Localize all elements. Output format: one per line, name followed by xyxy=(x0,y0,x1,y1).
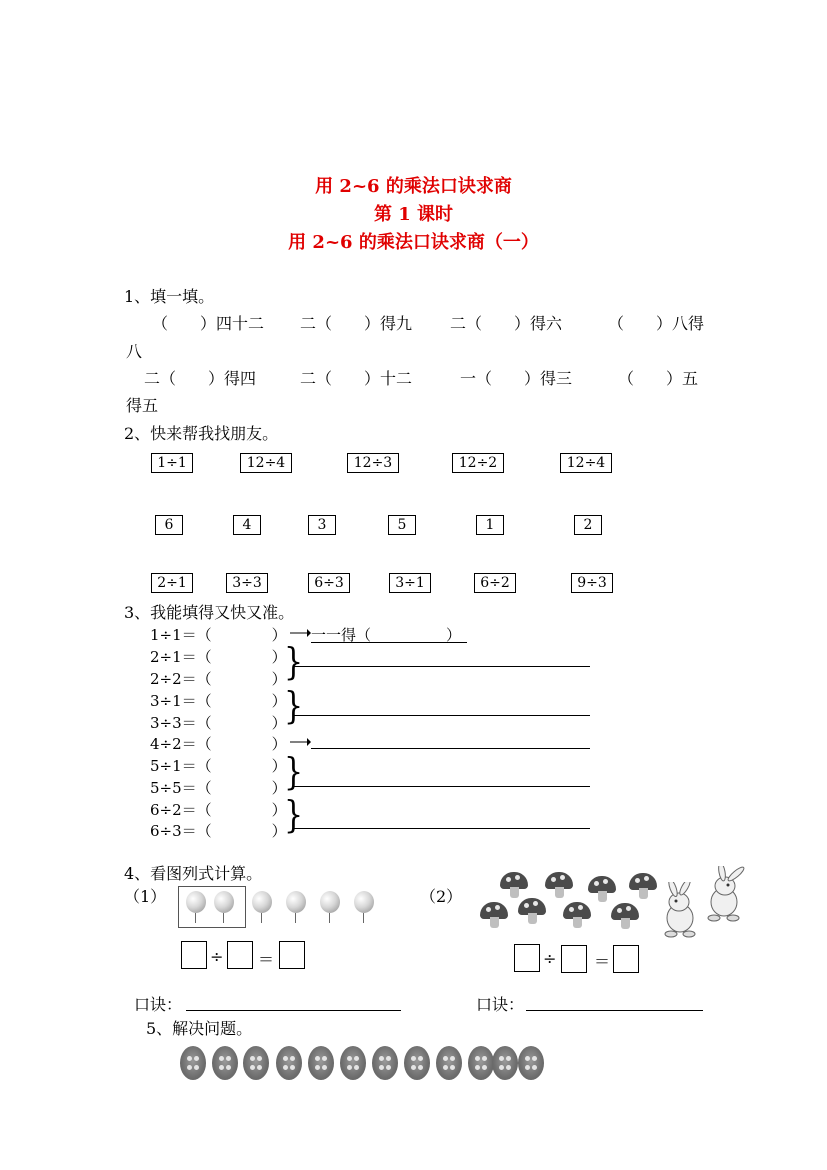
q1-blank-7: 一（ ）得三 xyxy=(460,369,573,388)
match-middle-card[interactable]: 1 xyxy=(476,515,504,535)
q1-blank-6: 二（ ）十二 xyxy=(300,369,413,388)
button-icon xyxy=(404,1046,430,1080)
button-icon xyxy=(492,1046,518,1080)
balloon-icon xyxy=(320,891,340,913)
match-middle-card[interactable]: 4 xyxy=(233,515,261,535)
q3-answer-line[interactable] xyxy=(311,748,590,749)
q3-equation[interactable]: 5÷1＝（ ） xyxy=(150,757,287,775)
page-title: 用 2~6 的乘法口诀求商 xyxy=(315,176,512,197)
quotient-box[interactable] xyxy=(613,945,639,973)
lesson-title: 用 2~6 的乘法口诀求商（一） xyxy=(288,232,539,253)
button-icon xyxy=(276,1046,302,1080)
match-bottom-card[interactable]: 6÷2 xyxy=(474,573,516,593)
q1-blank-8: （ ）五 xyxy=(618,369,699,388)
match-middle-card[interactable]: 5 xyxy=(388,515,416,535)
button-icon xyxy=(180,1046,206,1080)
lesson-subtitle: 第 1 课时 xyxy=(373,204,454,225)
koujue-label: 口诀： xyxy=(134,995,183,1014)
q4-heading: 4、看图列式计算。 xyxy=(124,864,263,883)
q1-blank-4: （ ）八得 xyxy=(608,314,705,333)
q3-equation[interactable]: 2÷1＝（ ） xyxy=(150,648,287,666)
q3-equation[interactable]: 3÷3＝（ ） xyxy=(150,714,287,732)
button-icon xyxy=(468,1046,494,1080)
divide-sign: ÷ xyxy=(210,947,224,966)
divisor-box[interactable] xyxy=(227,941,253,969)
match-bottom-card[interactable]: 3÷1 xyxy=(389,573,431,593)
q3-equation[interactable]: 3÷1＝（ ） xyxy=(150,692,287,710)
q3-answer-line[interactable] xyxy=(294,715,590,716)
q1-blank-5: 二（ ）得四 xyxy=(144,369,257,388)
balloon-icon xyxy=(252,891,272,913)
button-icon xyxy=(308,1046,334,1080)
match-bottom-card[interactable]: 2÷1 xyxy=(151,573,193,593)
q4-part1-label: （1） xyxy=(124,887,167,906)
q3-koujue-line[interactable]: 一一得（ ） xyxy=(311,626,462,644)
q3-equation[interactable]: 6÷3＝（ ） xyxy=(150,822,287,840)
balloon-icon xyxy=(186,891,206,913)
equals-sign: ＝ xyxy=(258,950,275,969)
balloon-icon xyxy=(354,891,374,913)
q2-heading: 2、快来帮我找朋友。 xyxy=(124,424,279,443)
q3-equation[interactable]: 6÷2＝（ ） xyxy=(150,801,287,819)
q3-answer-line[interactable] xyxy=(294,666,590,667)
match-top-card[interactable]: 12÷4 xyxy=(240,453,292,473)
quotient-box[interactable] xyxy=(279,941,305,969)
q3-equation[interactable]: 4÷2＝（ ） xyxy=(150,735,287,753)
match-top-card[interactable]: 12÷2 xyxy=(452,453,504,473)
dividend-box[interactable] xyxy=(181,941,207,969)
match-middle-card[interactable]: 3 xyxy=(308,515,336,535)
button-icon xyxy=(212,1046,238,1080)
dividend-box[interactable] xyxy=(514,944,540,972)
divide-sign: ÷ xyxy=(543,949,557,968)
q1-blank-2: 二（ ）得九 xyxy=(300,314,413,333)
match-top-card[interactable]: 12÷3 xyxy=(347,453,399,473)
q1-wrap-1: 八 xyxy=(126,342,143,361)
brace: } xyxy=(284,750,304,795)
arrow-right-icon xyxy=(289,735,311,749)
button-icon xyxy=(436,1046,462,1080)
button-icon xyxy=(518,1046,544,1080)
arrow-right-icon xyxy=(289,626,311,640)
match-bottom-card[interactable]: 3÷3 xyxy=(226,573,268,593)
match-bottom-card[interactable]: 9÷3 xyxy=(571,573,613,593)
brace: } xyxy=(284,684,304,729)
q5-heading: 5、解决问题。 xyxy=(146,1019,253,1038)
button-icon xyxy=(372,1046,398,1080)
q1-blank-3: 二（ ）得六 xyxy=(450,314,563,333)
q1-wrap-2: 得五 xyxy=(126,396,159,415)
q3-equation[interactable]: 1÷1＝（ ） xyxy=(150,626,287,644)
match-middle-card[interactable]: 2 xyxy=(574,515,602,535)
q3-equation[interactable]: 5÷5＝（ ） xyxy=(150,779,287,797)
q3-answer-line[interactable] xyxy=(294,786,590,787)
brace: } xyxy=(284,640,304,685)
balloon-icon xyxy=(286,891,306,913)
q3-heading: 3、我能填得又快又准。 xyxy=(124,603,295,622)
match-top-card[interactable]: 1÷1 xyxy=(151,453,193,473)
q4-part2-label: （2） xyxy=(420,887,463,906)
equals-sign: ＝ xyxy=(594,952,611,971)
rabbit-icon xyxy=(655,882,705,942)
brace: } xyxy=(284,793,304,838)
q3-equation[interactable]: 2÷2＝（ ） xyxy=(150,670,287,688)
divisor-box[interactable] xyxy=(561,945,587,973)
button-icon xyxy=(243,1046,269,1080)
q3-answer-line xyxy=(311,642,467,643)
q3-answer-line[interactable] xyxy=(294,828,590,829)
q1-heading: 1、填一填。 xyxy=(124,287,215,306)
koujue-label: 口诀： xyxy=(476,995,525,1014)
rabbit-icon xyxy=(700,866,752,926)
match-top-card[interactable]: 12÷4 xyxy=(560,453,612,473)
match-middle-card[interactable]: 6 xyxy=(155,515,183,535)
button-icon xyxy=(340,1046,366,1080)
match-bottom-card[interactable]: 6÷3 xyxy=(308,573,350,593)
koujue-answer-line[interactable] xyxy=(186,1010,401,1011)
balloon-icon xyxy=(214,891,234,913)
koujue-answer-line[interactable] xyxy=(526,1010,703,1011)
q1-blank-1: （ ）四十二 xyxy=(152,314,265,333)
